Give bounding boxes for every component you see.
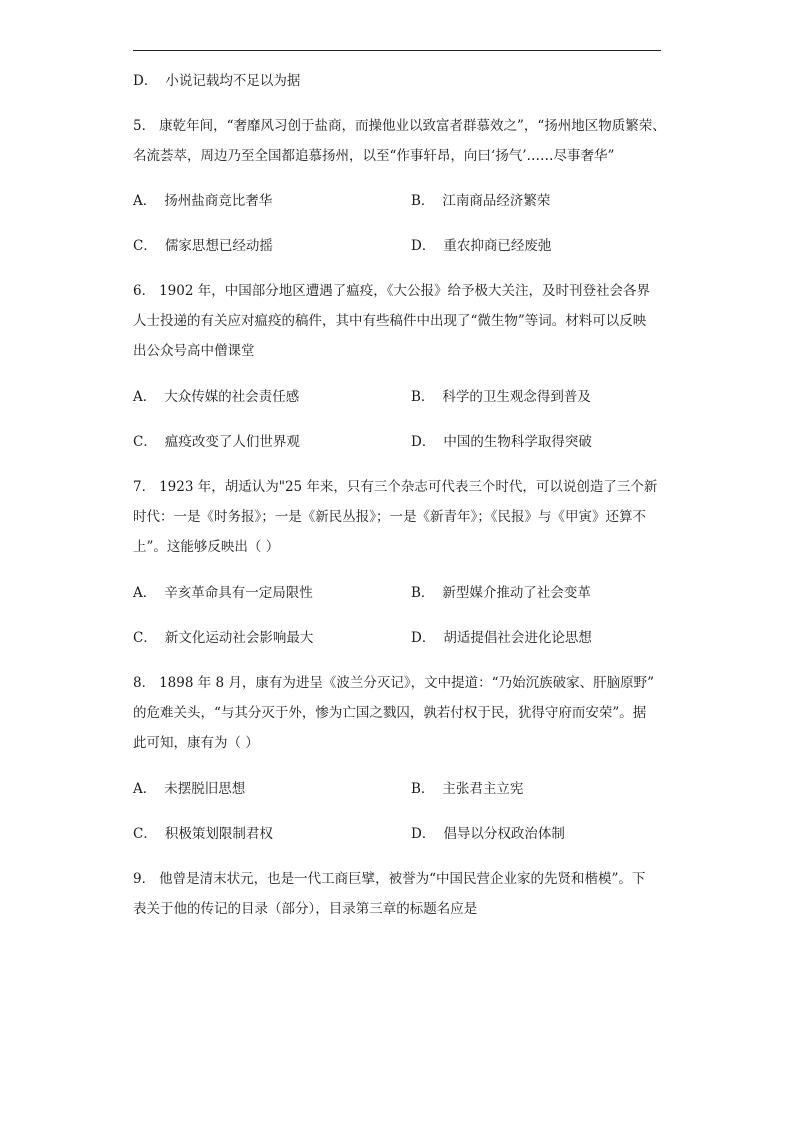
option-a: A． 大众传媒的社会责任感 <box>133 389 300 405</box>
option-c: C． 积极策划限制君权 <box>133 826 273 842</box>
option-b: B． 科学的卫生观念得到普及 <box>411 389 591 405</box>
question-stem-line: 时代：一是《时务报》；一是《新民丛报》；一是《新青年》；《民报》与《甲寅》还算不 <box>133 509 646 525</box>
question-number: 9． <box>133 871 156 887</box>
question-stem-line: 8． 1898 年 8 月，康有为进呈《波兰分灭记》，文中提道：“乃始沉族破家、肝脑原野” <box>133 675 654 691</box>
question-stem-line: 人士投递的有关应对瘟疫的稿件，其中有些稿件中出现了“微生物”等词。材料可以反映 <box>133 313 647 329</box>
option-c: C． 儒家思想已经动摇 <box>133 238 273 254</box>
option-d: D． 中国的生物科学取得突破 <box>411 434 592 450</box>
option-text: 小说记载均不足以为据 <box>165 73 301 89</box>
option-c: C． 新文化运动社会影响最大 <box>133 630 314 646</box>
question-stem-line: 名流荟萃，周边乃至全国都追慕扬州，以至“作事轩昂，向曰‘扬气’……尽事奢华” <box>133 148 615 164</box>
option-d: D． 胡适提倡社会进化论思想 <box>411 630 592 646</box>
question-stem-line: 7． 1923 年，胡适认为"25 年来，只有三个杂志可代表三个时代，可以说创造了三个新 <box>133 479 658 495</box>
question-number: 7． <box>133 479 156 495</box>
option-b: B． 新型媒介推动了社会变革 <box>411 585 591 601</box>
question-stem-line: 的危难关头，“与其分灭于外，惨为亡国之戮囚，孰若付权于民，犹得守府而安荣”。据 <box>133 705 647 721</box>
question-number: 8． <box>133 675 156 691</box>
option-a: A． 扬州盐商竞比奢华 <box>133 193 273 209</box>
option-a: A． 辛亥革命具有一定局限性 <box>133 585 313 601</box>
question-stem-line: 表关于他的传记的目录（部分），目录第三章的标题名应是 <box>133 901 478 917</box>
question-stem-line: 6． 1902 年，中国部分地区遭遇了瘟疫，《大公报》给予极大关注，及时刊登社会各界 <box>133 283 650 299</box>
option-d: D． 重农抑商已经废弛 <box>411 238 552 254</box>
option-d: D． 倡导以分权政治体制 <box>411 826 565 842</box>
header-rule <box>133 50 661 51</box>
question-number: 6． <box>133 283 156 299</box>
option-a: A． 未摆脱旧思想 <box>133 781 246 797</box>
option-b: B． 江南商品经济繁荣 <box>411 193 551 209</box>
option-c: C． 瘟疫改变了人们世界观 <box>133 434 300 450</box>
prev-question-option-d <box>133 71 300 91</box>
question-number: 5． <box>133 118 156 134</box>
question-stem-line: 出公众号高中僧课堂 <box>133 343 255 359</box>
option-letter: D． <box>133 73 158 89</box>
question-stem-line: 此可知，康有为（ ） <box>133 735 259 751</box>
question-stem-line: 5． 康乾年间，“奢靡风习创于盐商，而操他业以致富者群慕效之”，“扬州地区物质繁荣、 <box>133 118 666 134</box>
option-b: B． 主张君主立宪 <box>411 781 524 797</box>
question-stem-line: 9． 他曾是清末状元，也是一代工商巨擘，被誉为“中国民营企业家的先贤和楷模”。下 <box>133 871 646 887</box>
question-stem-line: 上”。这能够反映出（ ） <box>133 539 280 555</box>
